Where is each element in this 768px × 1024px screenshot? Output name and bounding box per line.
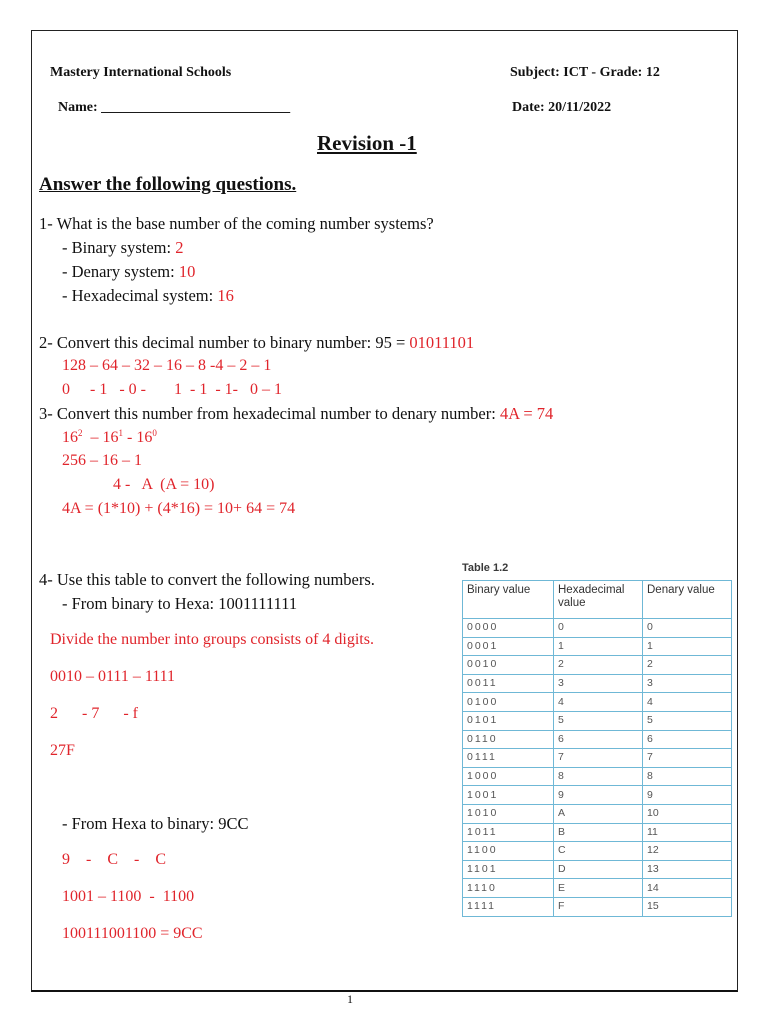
denary-cell: 9 <box>643 786 732 805</box>
hex-cell: D <box>554 860 643 879</box>
q3-pow1: 2 <box>78 428 83 438</box>
table-row <box>463 656 732 675</box>
binary-cell: 0111 <box>463 749 554 768</box>
denary-cell: 12 <box>643 842 732 861</box>
table-row <box>463 823 732 842</box>
q2-question <box>39 333 474 353</box>
hex-cell: 9 <box>554 786 643 805</box>
binary-cell: 1000 <box>463 767 554 786</box>
table-row <box>463 767 732 786</box>
denary-cell: 5 <box>643 711 732 730</box>
conversion-table <box>462 580 732 917</box>
table-row <box>463 637 732 656</box>
q4-part1-hex: 2 - 7 - f <box>50 705 138 722</box>
binary-cell: 0000 <box>463 619 554 638</box>
date-label: Date: 20/11/2022 <box>512 100 612 115</box>
binary-cell: 1100 <box>463 842 554 861</box>
page-title: Revision -1 <box>317 131 417 155</box>
binary-cell: 0010 <box>463 656 554 675</box>
binary-cell: 0100 <box>463 693 554 712</box>
binary-cell: 0110 <box>463 730 554 749</box>
q2-place-values: 128 – 64 – 32 – 16 – 8 -4 – 2 – 1 <box>62 357 272 374</box>
table-row <box>463 730 732 749</box>
q3-pow3: 0 <box>152 428 157 438</box>
subject-grade: Subject: ICT - Grade: 12 <box>510 65 660 80</box>
q1-item-answer: 16 <box>217 286 234 305</box>
q3-values: 256 – 16 – 1 <box>62 452 142 469</box>
q1-item-answer: 2 <box>175 238 184 257</box>
table-row <box>463 786 732 805</box>
q3-pow-end: - 16 <box>123 429 153 446</box>
denary-cell: 10 <box>643 804 732 823</box>
denary-cell: 8 <box>643 767 732 786</box>
q1-item-label: - Hexadecimal system: <box>62 286 218 305</box>
binary-cell: 1001 <box>463 786 554 805</box>
q1-item-hex <box>62 286 234 306</box>
q1-item-label: - Denary system: <box>62 262 179 281</box>
q3-digits: 4 - A (A = 10) <box>113 476 215 493</box>
binary-cell: 0101 <box>463 711 554 730</box>
denary-cell: 4 <box>643 693 732 712</box>
binary-cell: 1011 <box>463 823 554 842</box>
hex-cell: 8 <box>554 767 643 786</box>
hex-cell: 7 <box>554 749 643 768</box>
hex-cell: 2 <box>554 656 643 675</box>
binary-cell: 0001 <box>463 637 554 656</box>
school-name: Mastery International Schools <box>50 65 232 80</box>
denary-cell: 2 <box>643 656 732 675</box>
q1-item-denary <box>62 262 195 282</box>
q4-part1-label: - From binary to Hexa: 1001111111 <box>62 594 298 613</box>
hex-cell: E <box>554 879 643 898</box>
table-row <box>463 879 732 898</box>
table-header-hex: Hexadecimal value <box>554 581 643 619</box>
q4-part2-split: 9 - C - C <box>62 851 166 868</box>
q3-question-text: 3- Convert this number from hexadecimal number to denary number: <box>39 404 500 423</box>
denary-cell: 11 <box>643 823 732 842</box>
hex-cell: F <box>554 897 643 916</box>
table-row <box>463 693 732 712</box>
q4-part2-groups: 1001 – 1100 - 1100 <box>62 888 195 905</box>
q3-answer: 4A = 74 <box>499 404 554 423</box>
q4-part1-note: Divide the number into groups consists of 4 digits. <box>50 631 374 648</box>
denary-cell: 13 <box>643 860 732 879</box>
denary-cell: 0 <box>643 619 732 638</box>
hex-cell: 1 <box>554 637 643 656</box>
hex-cell: 3 <box>554 674 643 693</box>
binary-cell: 1110 <box>463 879 554 898</box>
table-row <box>463 749 732 768</box>
q1-item-answer: 10 <box>178 262 196 281</box>
hex-cell: 0 <box>554 619 643 638</box>
hex-cell: C <box>554 842 643 861</box>
table-row <box>463 897 732 916</box>
q2-question-text: 2- Convert this decimal number to binary number: 95 = <box>39 333 410 352</box>
q4-part1-result: 27F <box>50 742 75 759</box>
hex-cell: 5 <box>554 711 643 730</box>
name-field: Name: ___________________________ <box>58 100 291 115</box>
binary-cell: 1010 <box>463 804 554 823</box>
hex-cell: A <box>554 804 643 823</box>
hex-cell: B <box>554 823 643 842</box>
binary-cell: 0011 <box>463 674 554 693</box>
table-row <box>463 711 732 730</box>
q4-part1-groups: 0010 – 0111 – 1111 <box>50 668 176 685</box>
page-number: 1 <box>347 992 353 1006</box>
q3-question <box>39 404 553 424</box>
table-header-binary: Binary value <box>463 581 554 619</box>
denary-cell: 3 <box>643 674 732 693</box>
q3-pow-mid: – 16 <box>82 429 119 446</box>
table-row <box>463 804 732 823</box>
conversion-table-figure <box>462 562 734 917</box>
binary-cell: 1101 <box>463 860 554 879</box>
q3-calculation: 4A = (1*10) + (4*16) = 10+ 64 = 74 <box>62 500 296 517</box>
q3-powers <box>62 428 157 447</box>
q4-part2-label: - From Hexa to binary: 9CC <box>62 814 249 833</box>
q1-question: 1- What is the base number of the coming number systems? <box>39 214 434 233</box>
q2-bits: 0 - 1 - 0 - 1 - 1 - 1- 0 – 1 <box>62 381 282 398</box>
table-row <box>463 860 732 879</box>
hex-cell: 4 <box>554 693 643 712</box>
q3-pow2: 1 <box>118 428 123 438</box>
denary-cell: 15 <box>643 897 732 916</box>
binary-cell: 1111 <box>463 897 554 916</box>
q1-item-label: - Binary system: <box>62 238 176 257</box>
q2-answer: 01011101 <box>409 333 475 352</box>
q4-question: 4- Use this table to convert the following numbers. <box>39 570 375 589</box>
table-header-denary: Denary value <box>643 581 732 619</box>
denary-cell: 6 <box>643 730 732 749</box>
denary-cell: 1 <box>643 637 732 656</box>
q4-part2-result: 100111001100 = 9CC <box>62 925 203 942</box>
denary-cell: 7 <box>643 749 732 768</box>
q3-pow-base: 16 <box>62 429 78 446</box>
denary-cell: 14 <box>643 879 732 898</box>
hex-cell: 6 <box>554 730 643 749</box>
q1-item-binary <box>62 238 183 258</box>
instruction-heading: Answer the following questions. <box>39 174 297 195</box>
table-row <box>463 842 732 861</box>
table-caption: Table 1.2 <box>462 562 509 574</box>
table-row <box>463 674 732 693</box>
table-row <box>463 619 732 638</box>
